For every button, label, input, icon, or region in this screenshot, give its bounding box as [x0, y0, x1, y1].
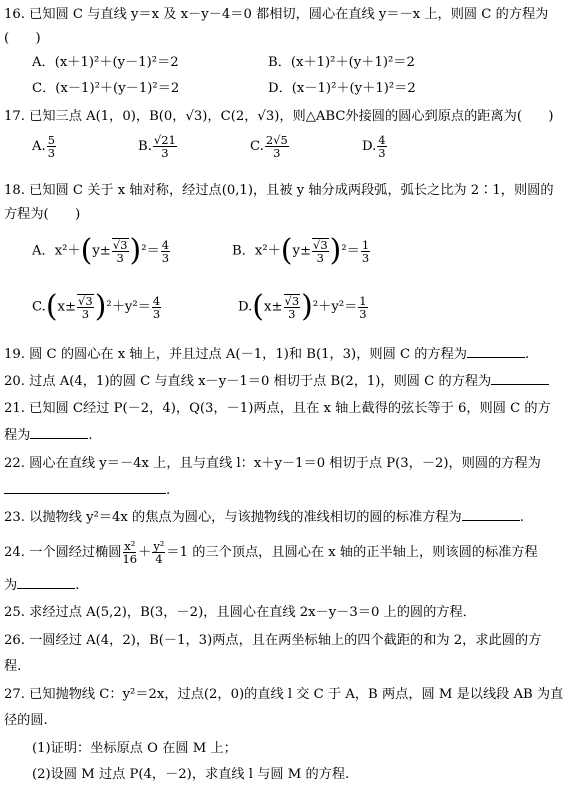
q24-blank — [17, 576, 75, 589]
q17-option-b: B. $\frac{√21}{3}$ — [138, 133, 176, 160]
q18-option-b: B．x²＋(y± $\frac{√3}{3}$ )²＝ $\frac{1}{3}$ — [232, 233, 370, 268]
q17-stem: 17. 已知三点 A(1，0)，B(0，√3)，C(2，√3)，则△ABC外接圆的圆心到原点的距离为( ) — [4, 109, 554, 124]
q16-option-a: A．(x＋1)²＋(y－1)²＝2 — [32, 55, 179, 70]
q16-option-b: B．(x＋1)²＋(y＋1)²＝2 — [268, 55, 415, 70]
q17-option-a: A. $\frac{5}{3}$ — [32, 133, 56, 160]
q18-stem-line2: 方程为( ) — [4, 207, 81, 222]
q22-line2: . — [4, 481, 170, 500]
q19: 19. 圆 C 的圆心在 x 轴上，并且过点 A(－1，1)和 B(1，3)，则圆 C 的方程为 . — [4, 347, 530, 362]
q17-option-c: C. $\frac{2√5}{3}$ — [250, 133, 288, 160]
q20-blank — [491, 372, 549, 385]
q20: 20. 过点 A(4，1)的圆 C 与直线 x－y－1＝0 相切于点 B(2，1)，则圆 C 的方程为 — [4, 372, 549, 391]
q24-line2: 为 . — [4, 578, 80, 593]
q27-line1: 27. 已知抛物线 C：y²＝2x，过点(2，0)的直线 l 交 C 于 A，B 两点，圆 M 是以线段 AB 为直 — [4, 687, 564, 702]
q19-blank — [467, 345, 525, 358]
q27-part2: (2)设圆 M 过点 P(4，－2)，求直线 l 与圆 M 的方程. — [32, 767, 350, 782]
q16-stem: 16. 已知圆 C 与直线 y＝x 及 x－y－4＝0 都相切，圆心在直线 y＝－x 上，则圆 C 的方程为 — [4, 7, 549, 22]
q16-paren: ( ) — [4, 31, 41, 46]
q18-option-c: C.(x± $\frac{√3}{3}$ )²＋y²＝ $\frac{4}{3}$ — [32, 289, 161, 324]
q26-line1: 26. 一圆经过 A(4，2)，B(－1，3)两点，且在两坐标轴上的四个截距的和为 2，求此圆的方 — [4, 633, 542, 648]
q16-option-c: C．(x－1)²＋(y－1)²＝2 — [32, 81, 180, 96]
q24-line1: 24. 一个圆经过椭圆 $\frac{\text{x²}}{16}$ ＋ $\frac{\text{y²}}{4}$ ＝1 的三个顶点，且圆心在 x 轴的正半轴上，则该圆的标准方程 — [4, 539, 538, 566]
q17-option-d: D. $\frac{4}{3}$ — [362, 133, 386, 160]
q27-line2: 径的圆. — [4, 713, 48, 728]
q16-option-d: D．(x－1)²＋(y＋1)²＝2 — [268, 81, 416, 96]
q21-line2: 程为 . — [4, 428, 93, 443]
q18-option-a: A．x²＋(y± $\frac{√3}{3}$ )²＝ $\frac{4}{3}$ — [32, 233, 170, 268]
q22-blank — [4, 481, 166, 494]
q27-part1: (1)证明：坐标原点 O 在圆 M 上； — [32, 741, 237, 756]
q22-line1: 22. 圆心在直线 y＝－4x 上，且与直线 l：x＋y－1＝0 相切于点 P(3，－2)，则圆的方程为 — [4, 456, 541, 471]
q21-line1: 21. 已知圆 C经过 P(－2，4)，Q(3，－1)两点，且在 x 轴上截得的弦长等于 6，则圆 C 的方 — [4, 401, 551, 416]
q25: 25. 求经过点 A(5,2)，B(3，－2)，且圆心在直线 2x－y－3＝0 上的圆的方程． — [4, 605, 476, 620]
q23-blank — [462, 508, 520, 521]
q23: 23. 以抛物线 y²＝4x 的焦点为圆心，与该抛物线的准线相切的圆的标准方程为 . — [4, 510, 524, 525]
q18-stem-line1: 18. 已知圆 C 关于 x 轴对称，经过点(0,1)，且被 y 轴分成两段弧，弧长之比为 2∶1，则圆的 — [4, 183, 554, 198]
q18-option-d: D.(x± $\frac{√3}{3}$ )²＋y²＝ $\frac{1}{3}$ — [238, 289, 367, 324]
q21-blank — [30, 426, 88, 439]
q26-line2: 程. — [4, 659, 22, 674]
